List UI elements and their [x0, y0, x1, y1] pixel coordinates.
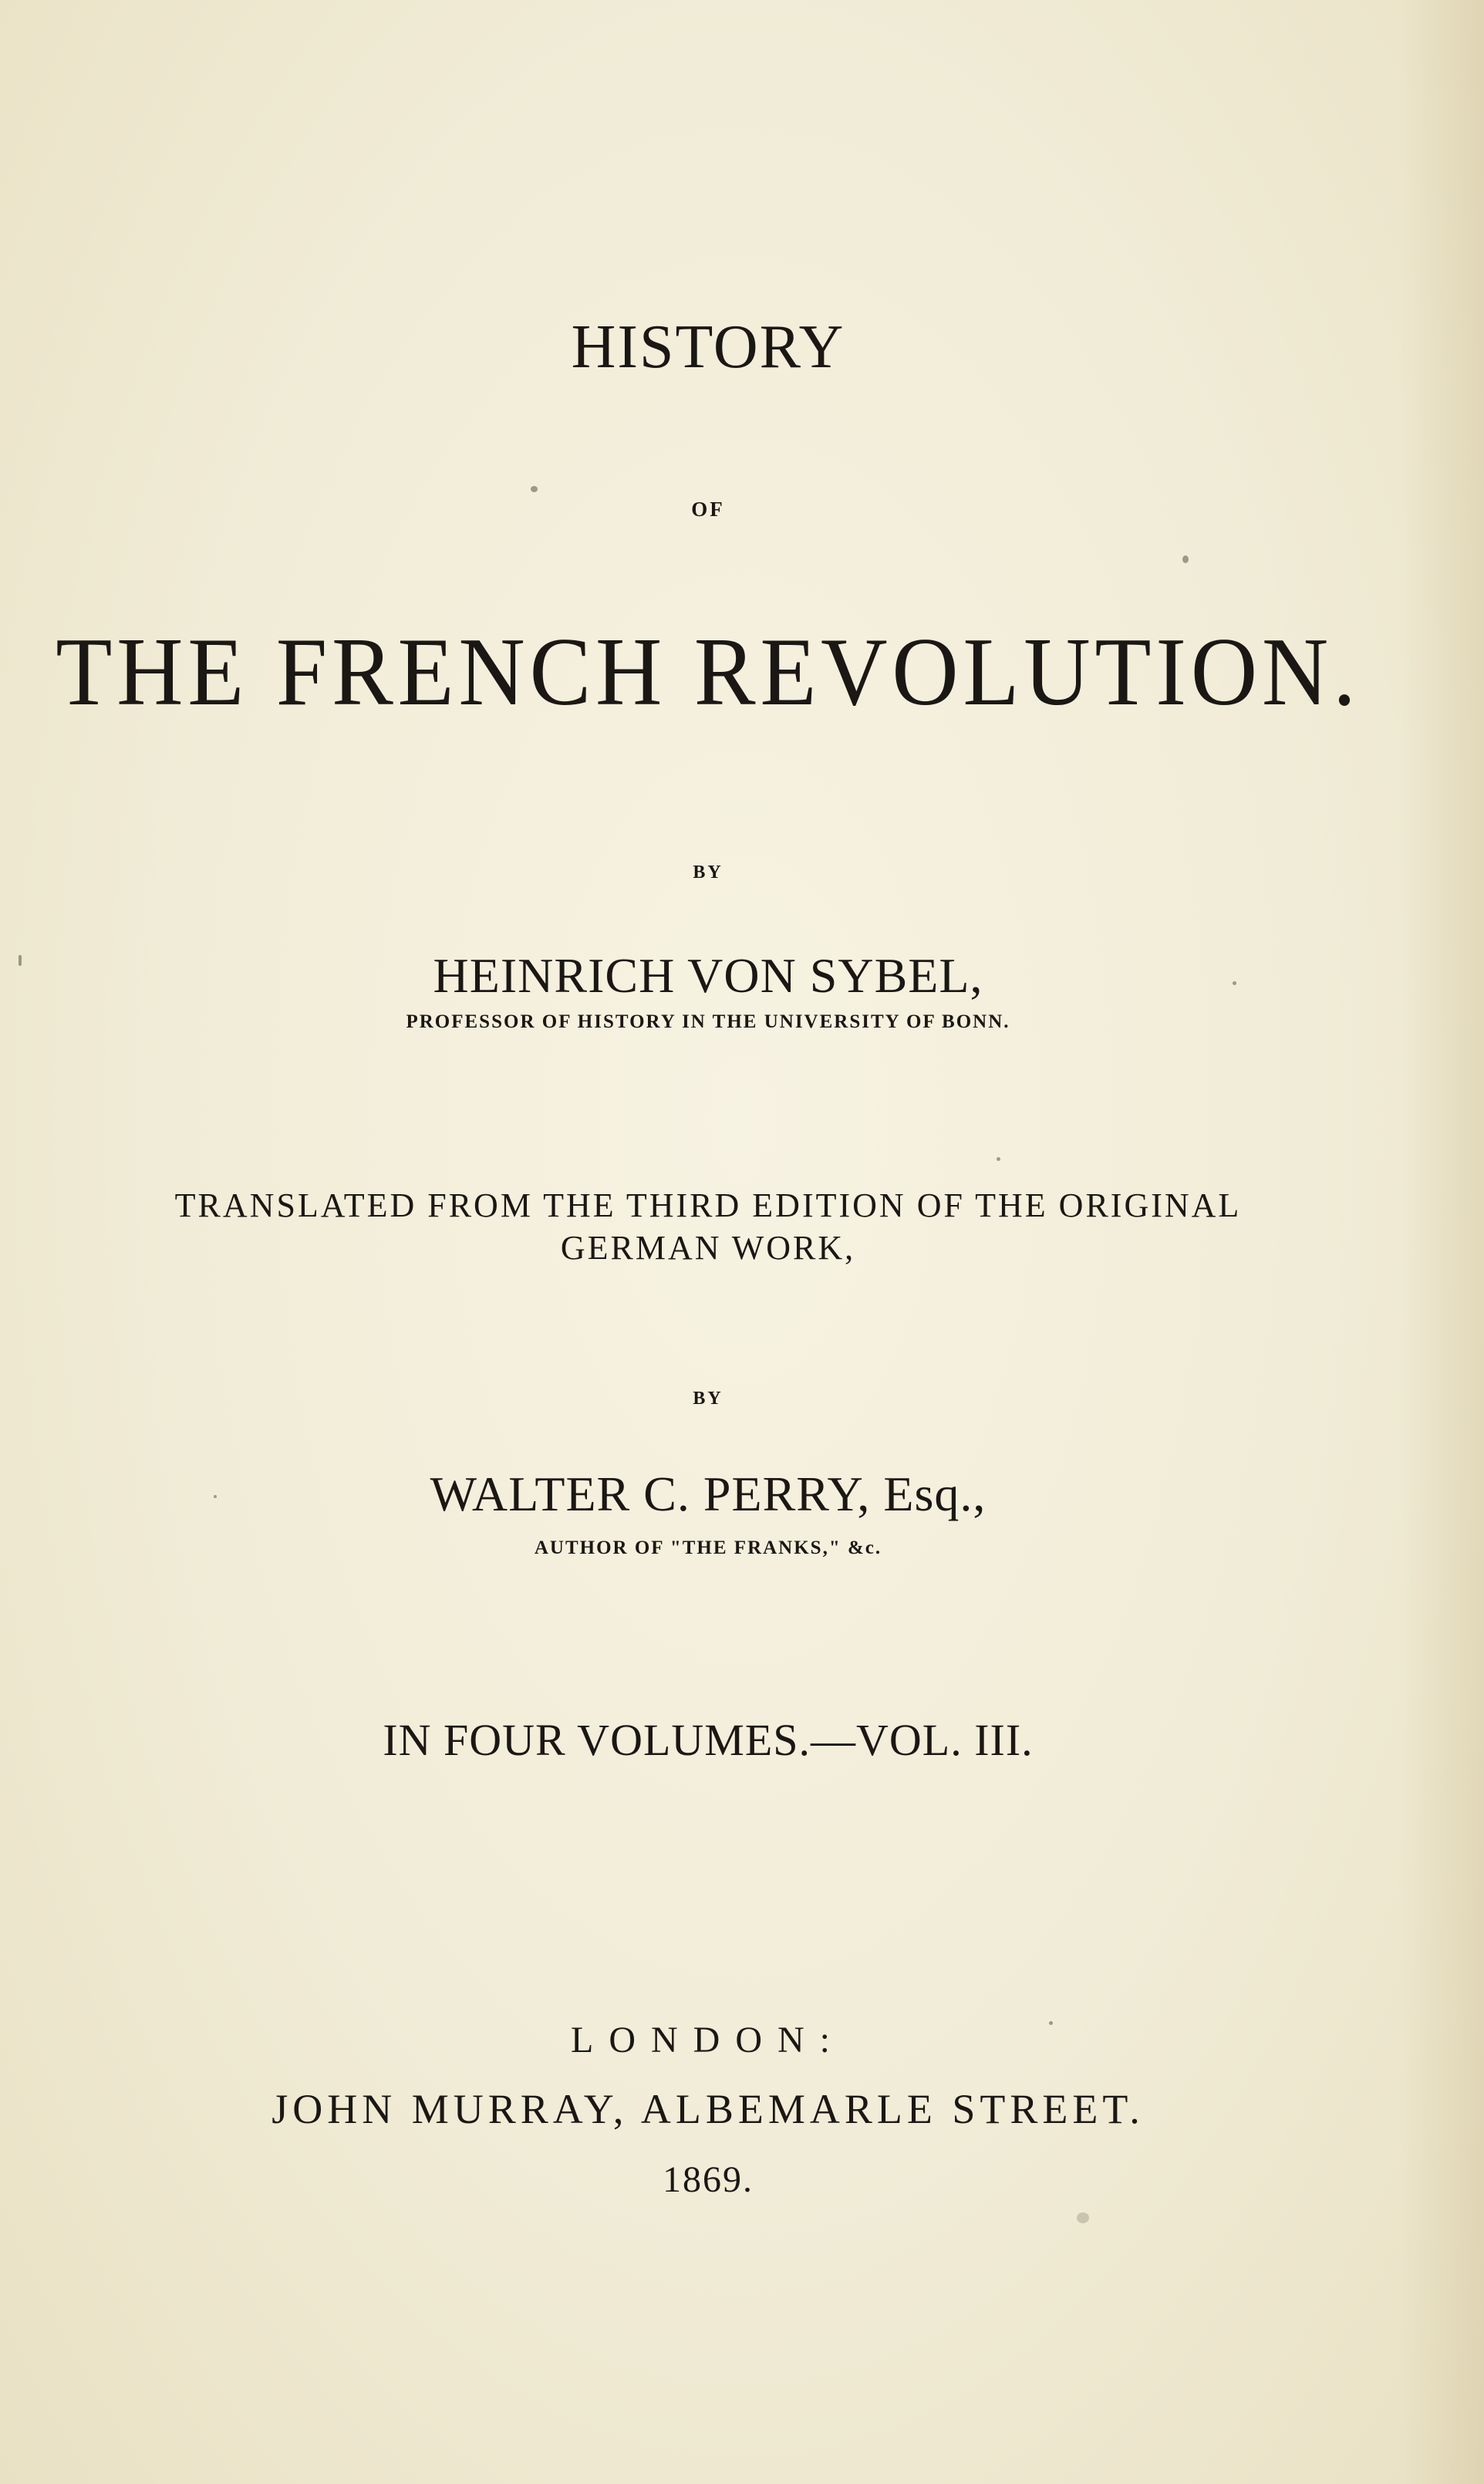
translation-note-line2: GERMAN WORK, — [560, 1229, 856, 1267]
title-line-history: HISTORY — [571, 313, 845, 381]
by-translator-label: BY — [693, 1389, 723, 1409]
paper-speck — [19, 955, 22, 966]
paper-speck — [1182, 555, 1189, 563]
publication-place: LONDON: — [571, 2020, 845, 2060]
author-name: HEINRICH VON SYBEL, — [433, 948, 983, 1003]
paper-speck — [1077, 2212, 1089, 2223]
paper-speck — [1233, 981, 1236, 985]
paper-speck — [531, 486, 538, 492]
title-line-of: OF — [691, 498, 725, 521]
by-author-label: BY — [693, 862, 723, 883]
book-title: THE FRENCH REVOLUTION. — [56, 619, 1361, 726]
paper-speck — [214, 1495, 217, 1498]
volume-statement: IN FOUR VOLUMES.—VOL. III. — [383, 1715, 1034, 1765]
author-position: PROFESSOR OF HISTORY IN THE UNIVERSITY OF BONN. — [406, 1011, 1010, 1032]
publication-year: 1869. — [663, 2159, 754, 2200]
translator-name: WALTER C. PERRY, Esq., — [430, 1466, 987, 1521]
translator-credential: AUTHOR OF "THE FRANKS," &c. — [534, 1537, 882, 1558]
paper-speck — [997, 1157, 1000, 1161]
paper-speck — [1049, 2021, 1053, 2025]
publisher: JOHN MURRAY, ALBEMARLE STREET. — [272, 2086, 1145, 2132]
translation-note-line1: TRANSLATED FROM THE THIRD EDITION OF THE ORIGINAL — [174, 1186, 1242, 1224]
